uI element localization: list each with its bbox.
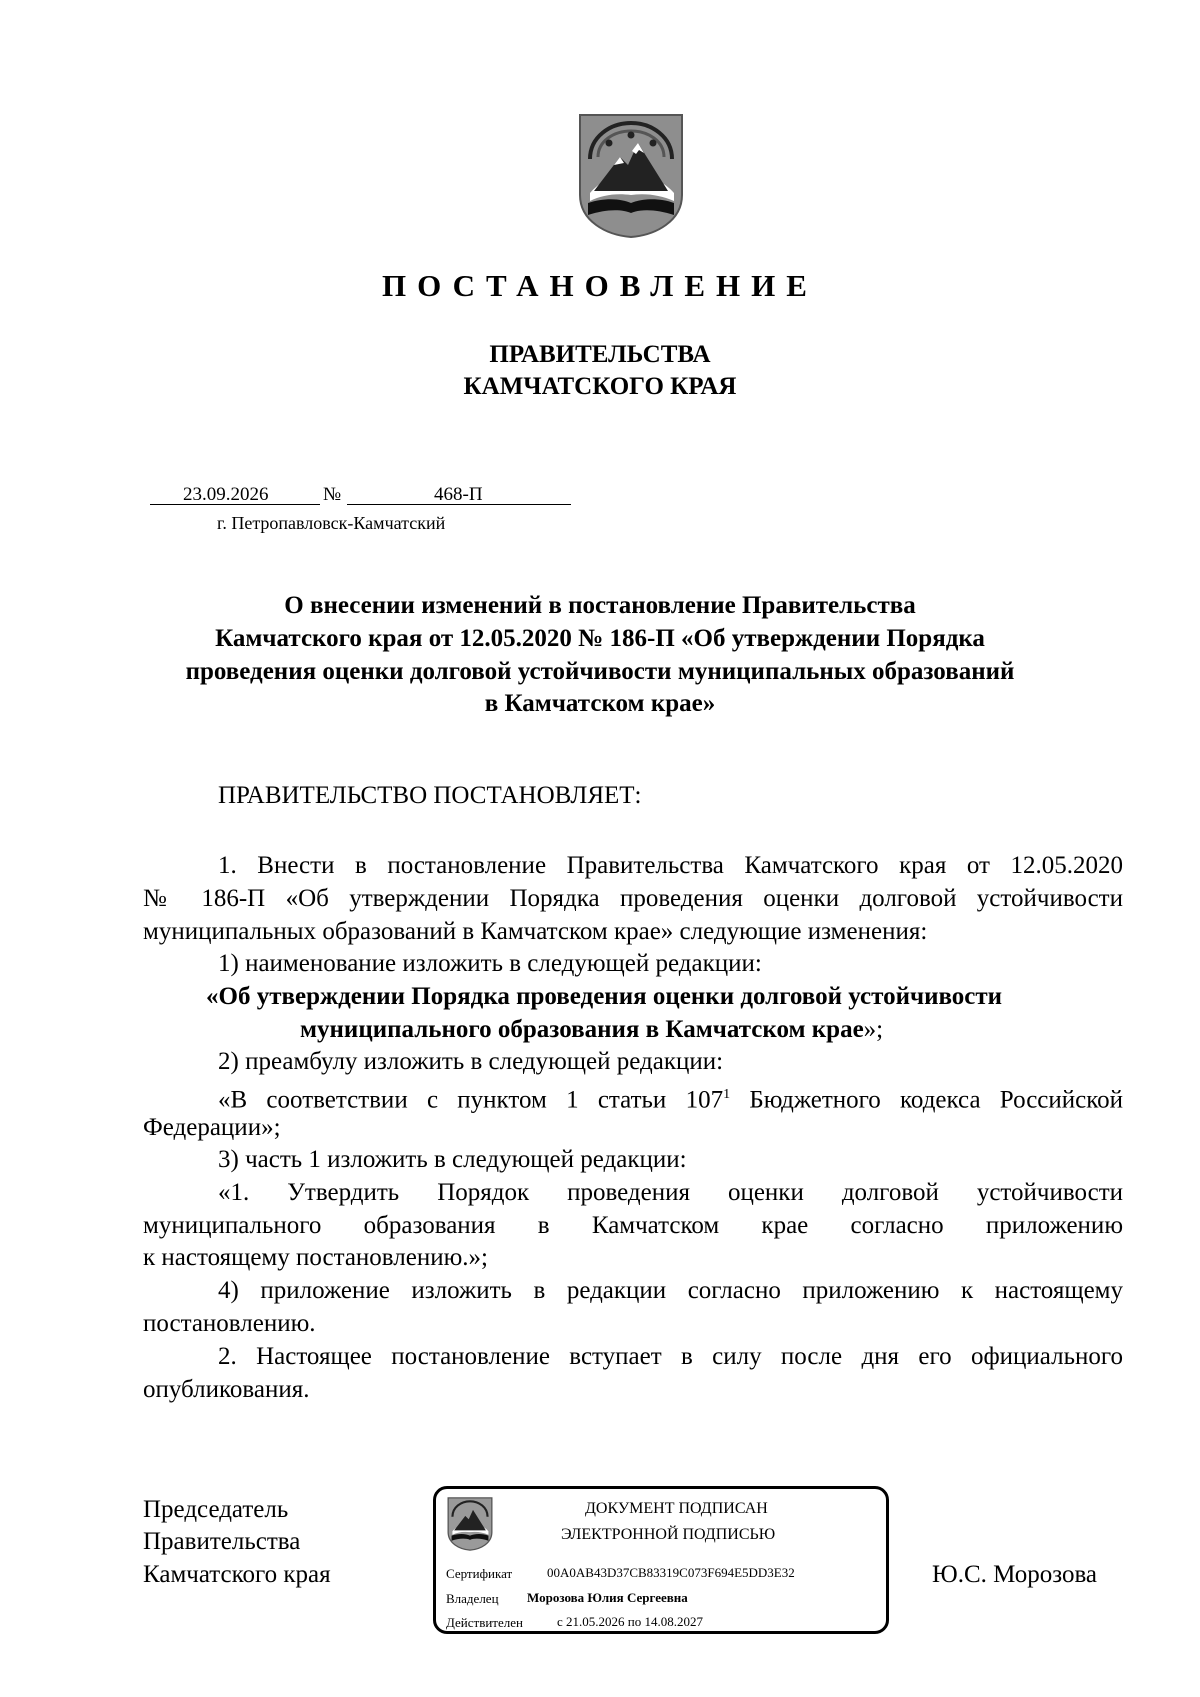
certificate-label: Сертификат: [446, 1566, 513, 1581]
owner-label: Владелец: [446, 1591, 499, 1606]
decree-formula: ПРАВИТЕЛЬСТВО ПОСТАНОВЛЯЕТ:: [218, 782, 642, 809]
stamp-heading-1: ДОКУМЕНТ ПОДПИСАН: [585, 1500, 768, 1517]
validity-value: с 21.05.2026 по 14.08.2027: [557, 1614, 703, 1629]
signer-position-line: Камчатского края: [143, 1561, 331, 1588]
coat-of-arms-emblem: [576, 113, 686, 239]
document-type-heading: ПОСТАНОВЛЕНИЕ: [382, 268, 818, 303]
preamble-text-2: Бюджетного кодекса Российской: [730, 1086, 1124, 1114]
validity-label: Действителен: [446, 1615, 523, 1630]
quote-line: «1. Утвердить Порядок проведения оценки долговой устойчивости: [218, 1179, 1123, 1206]
document-title-line: Камчатского края от 12.05.2020 № 186-П «Об утверждении Порядка: [215, 625, 985, 652]
body-line: 1. Внести в постановление Правительства Камчатского края от 12.05.2020: [218, 852, 1123, 879]
superscript: 1: [723, 1087, 731, 1102]
list-item-1: 1) наименование изложить в следующей редакции:: [218, 950, 762, 977]
issuer-line-2: КАМЧАТСКОГО КРАЯ: [463, 373, 737, 400]
signer-position-line: Председатель: [143, 1496, 289, 1523]
quote-line: муниципального образования в Камчатском крае согласно приложению: [143, 1212, 1123, 1239]
body-line: № 186-П «Об утверждении Порядка проведения оценки долговой устойчивости: [143, 885, 1123, 912]
new-name-text: муниципального образования в Камчатском крае: [300, 1016, 864, 1043]
number-sign: №: [323, 484, 342, 505]
list-item-2: 2) преамбулу изложить в следующей редакции:: [218, 1048, 724, 1075]
stamp-heading-2: ЭЛЕКТРОННОЙ ПОДПИСЬЮ: [561, 1526, 776, 1543]
document-title-line: О внесении изменений в постановление Правительства: [284, 592, 916, 619]
preamble-line: [218, 1079, 1123, 1116]
signer-position-line: Правительства: [143, 1528, 301, 1555]
body-line: постановлению.: [143, 1310, 316, 1337]
owner-value: Морозова Юлия Сергеевна: [527, 1590, 688, 1605]
new-name-line: «Об утверждении Порядка проведения оценки долговой устойчивости: [206, 983, 1003, 1010]
document-title-line: в Камчатском крае»: [484, 690, 716, 717]
body-line: Федерации»;: [143, 1114, 281, 1141]
document-number: 468-П: [434, 484, 483, 505]
city-of-issue: г. Петропавловск-Камчатский: [217, 513, 446, 533]
preamble-text: «В соответствии с пунктом 1 статьи 107: [218, 1086, 724, 1114]
signer-name: Ю.С. Морозова: [932, 1561, 1098, 1588]
new-name-line-2: [300, 1014, 883, 1046]
issuer-line-1: ПРАВИТЕЛЬСТВА: [489, 341, 711, 368]
quote-line: к настоящему постановлению.»;: [143, 1244, 488, 1271]
paragraph-2: 2. Настоящее постановление вступает в силу после дня его официального: [218, 1343, 1123, 1370]
certificate-value: 00A0AB43D37CB83319C073F694E5DD3E32: [547, 1565, 795, 1580]
stamp-emblem-icon: [446, 1497, 494, 1551]
list-item-4: 4) приложение изложить в редакции согласно приложению к настоящему: [218, 1277, 1123, 1304]
list-item-3: 3) часть 1 изложить в следующей редакции:: [218, 1146, 687, 1173]
body-line: муниципальных образований в Камчатском крае» следующие изменения:: [143, 918, 928, 945]
new-name-tail: »;: [863, 1016, 884, 1043]
document-date: 23.09.2026: [183, 484, 269, 505]
body-line: опубликования.: [143, 1376, 310, 1403]
document-title-line: проведения оценки долговой устойчивости муниципальных образований: [185, 658, 1015, 685]
